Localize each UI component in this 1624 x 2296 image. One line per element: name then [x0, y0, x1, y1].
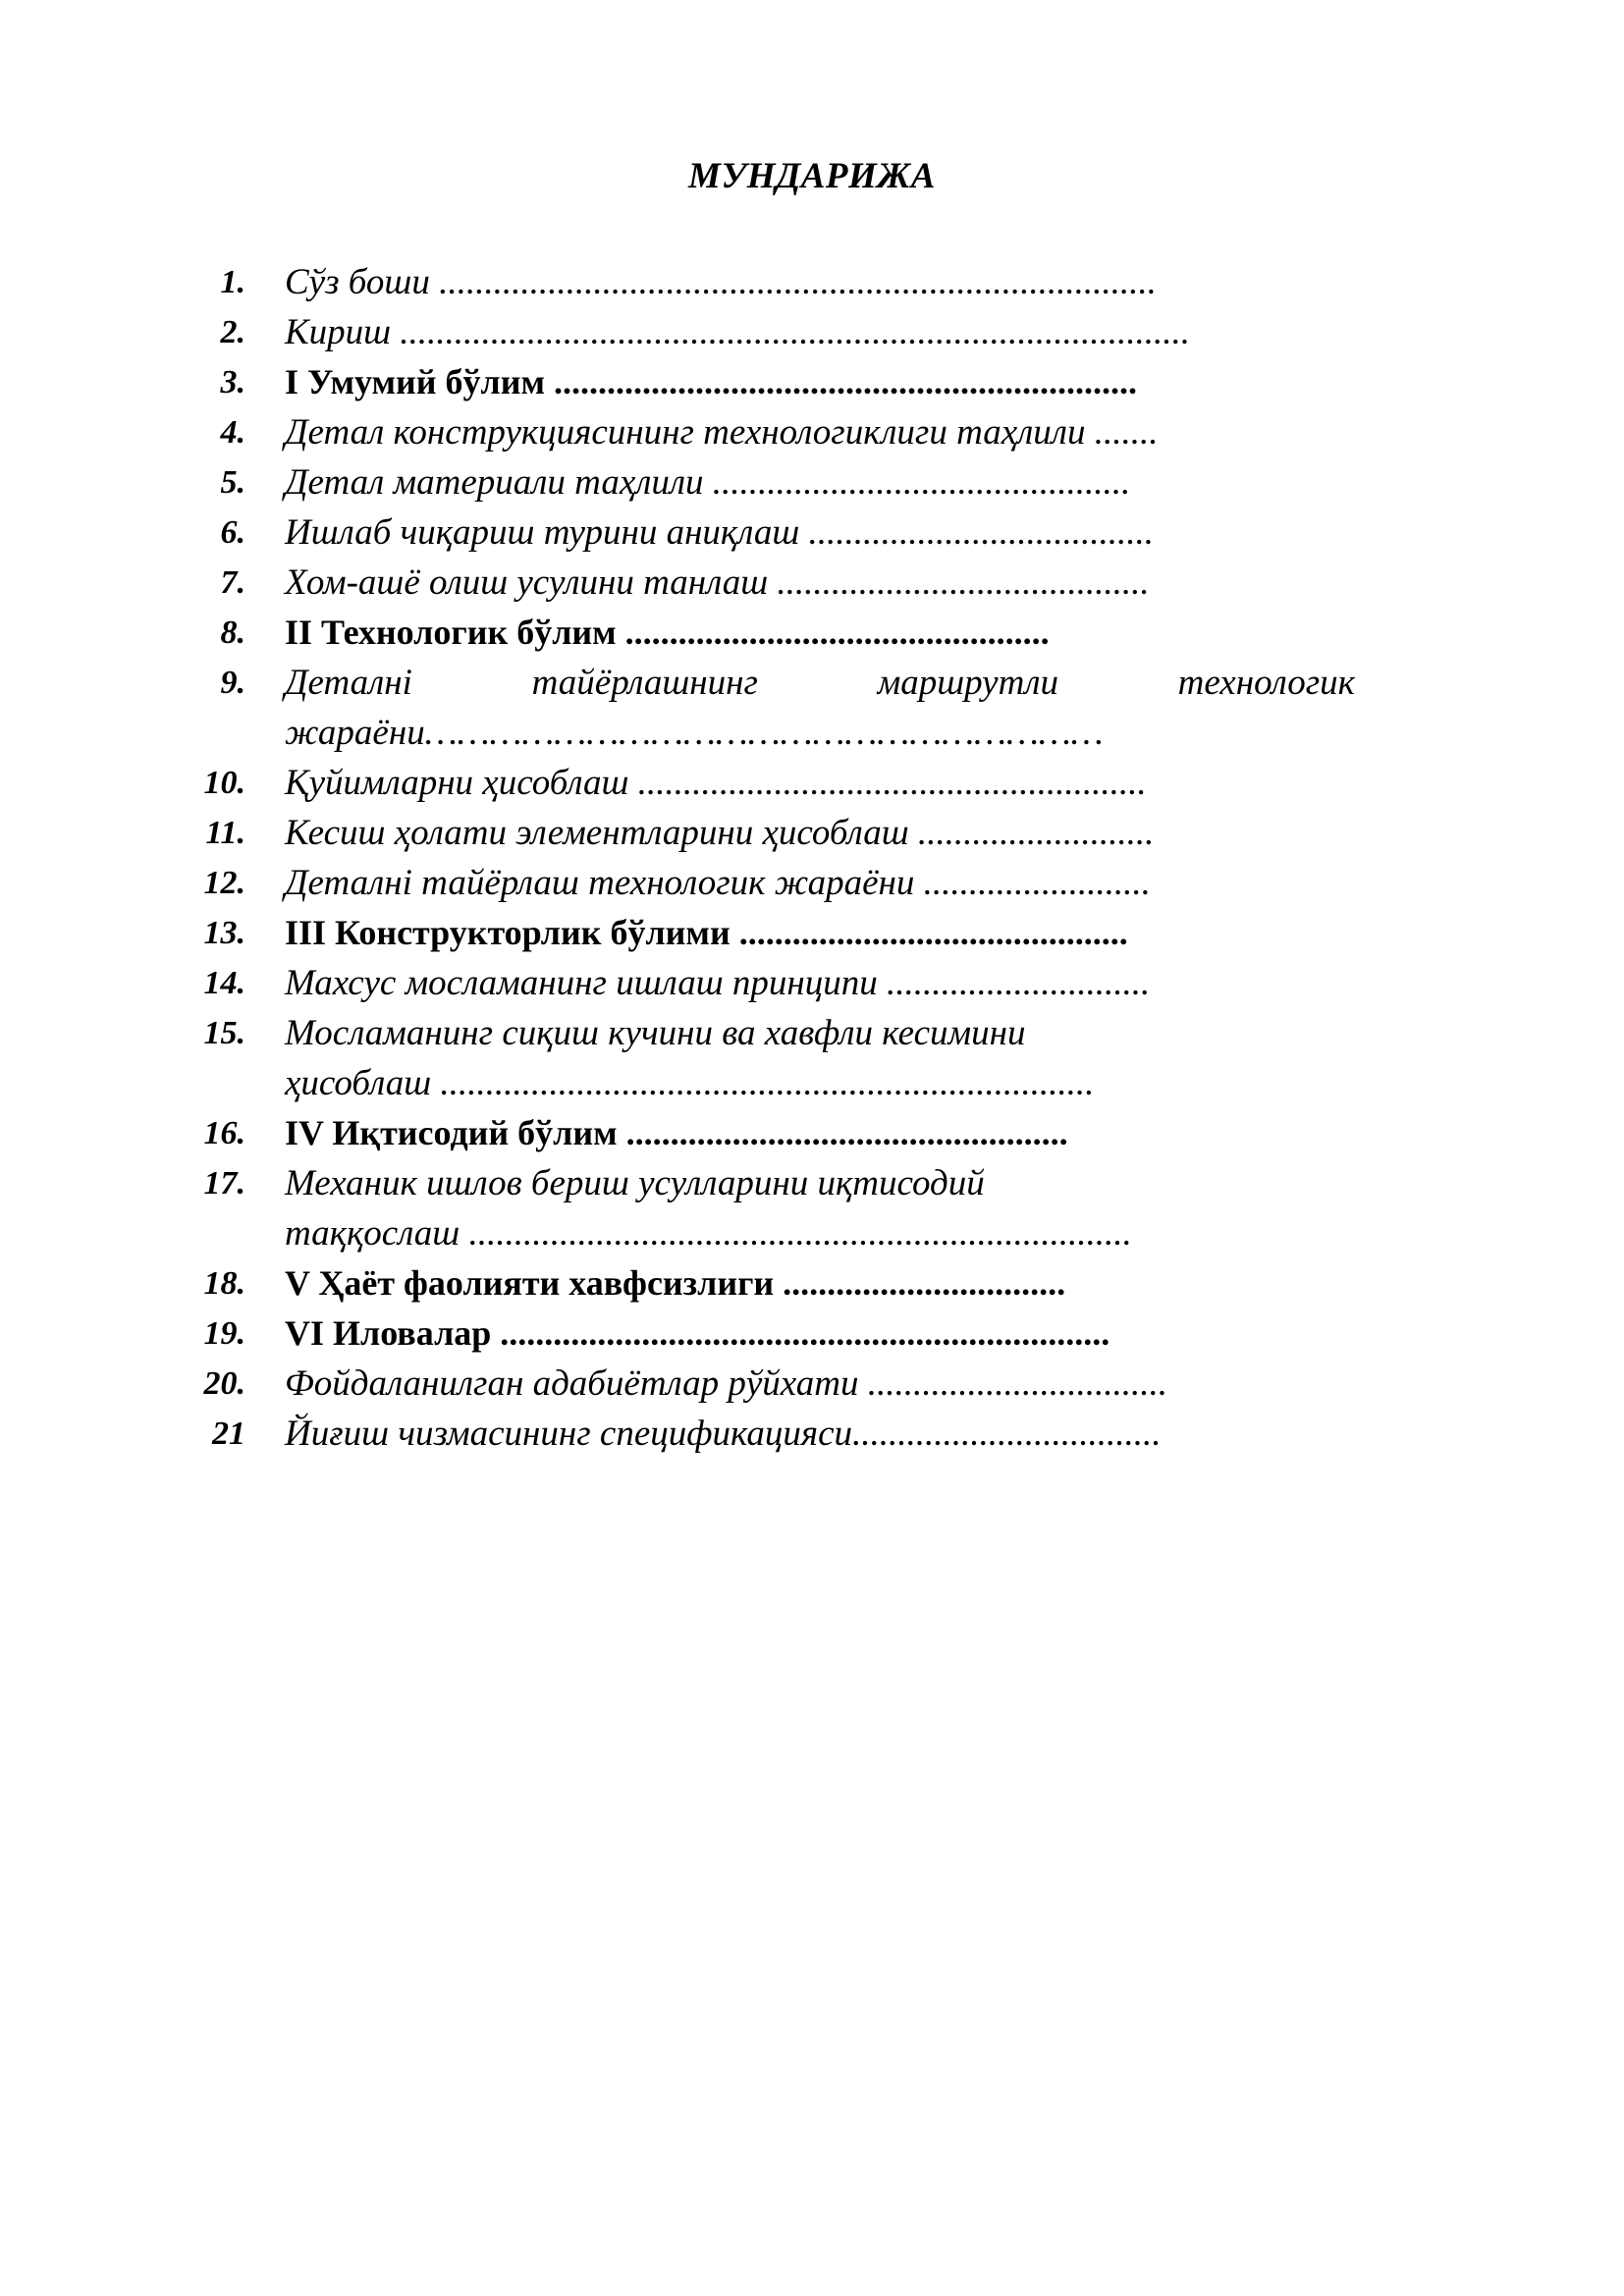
toc-item-number: 2.: [220, 314, 245, 350]
toc-item-text: Мосламанинг сиқиш кучини ва хавфли кесимини: [285, 1013, 1026, 1053]
toc-item-text: IV Иқтисодий бўлим ..................................................: [285, 1113, 1068, 1152]
toc-item: [187, 1409, 1365, 1459]
toc-item-number: 3.: [220, 364, 245, 400]
toc-item-number: 5.: [220, 464, 245, 501]
toc-item-text: Деталнi тайёрлаш технологик жараёни .........................: [285, 863, 1151, 903]
toc-item-number: 8.: [220, 614, 245, 651]
toc-word: тайёрлашнинг: [531, 663, 758, 703]
toc-item-number: 21: [212, 1415, 245, 1452]
toc-item-text: [285, 658, 1355, 708]
toc-item: [187, 407, 1365, 457]
page-title: МУНДАРИЖА: [688, 156, 936, 196]
toc-item-number: 1.: [220, 264, 245, 300]
toc-item: [187, 1008, 1365, 1108]
toc-section-item: [187, 357, 1365, 407]
toc-item-number: 20.: [203, 1365, 245, 1402]
toc-item-text: Кесиш ҳолати элементларини ҳисоблаш ..........................: [285, 813, 1155, 853]
toc-item-text: V Ҳаёт фаолияти хавфсизлиги ................................: [285, 1263, 1066, 1303]
toc-item-text: Йиғиш чизмасининг спецификацияси..................................: [285, 1414, 1162, 1454]
toc-item-text: Хом-ашё олиш усулини танлаш .........................................: [285, 562, 1150, 603]
toc-item: [187, 257, 1365, 307]
toc-item: [187, 558, 1365, 608]
toc-item-text: Детал конструкциясининг технологиклиги таҳлили .......: [285, 412, 1159, 453]
toc-item-number: 7.: [220, 564, 245, 601]
toc-item-text: Махсус мосламанинг ишлаш принципи .............................: [285, 963, 1151, 1003]
toc-section-item: [187, 608, 1365, 658]
table-of-contents: [187, 257, 1365, 1459]
toc-item-text: Механик ишлов бериш усулларини иқтисодий: [285, 1163, 985, 1203]
toc-item-number: 16.: [203, 1115, 245, 1151]
toc-word: технологик: [1177, 663, 1355, 703]
toc-item-text-continuation: ҳисоблаш ........................................................................: [285, 1063, 1095, 1103]
toc-word: маршрутли: [877, 663, 1058, 703]
toc-item-number: 9.: [220, 665, 245, 701]
toc-item-text: III Конструкторлик бўлими ............................................: [285, 913, 1128, 952]
toc-section-item: [187, 1258, 1365, 1308]
toc-section-item: [187, 908, 1365, 958]
toc-item: [187, 457, 1365, 507]
toc-item-number: 17.: [203, 1165, 245, 1201]
toc-item-text-continuation: таққослаш .........................................................................: [285, 1213, 1132, 1254]
toc-item-text: Кириш .......................................................................................: [285, 312, 1191, 352]
toc-item-text: Сўз боши ...............................................................................: [285, 262, 1157, 302]
toc-item: [187, 958, 1365, 1008]
toc-item: [187, 507, 1365, 558]
toc-item-text: II Технологик бўлим ................................................: [285, 613, 1050, 652]
toc-item-text: Ишлаб чиқариш турини аниқлаш ......................................: [285, 512, 1155, 553]
toc-item-text: Детал материали таҳлили ..............................................: [285, 462, 1131, 503]
toc-item-text: Қуйимларни ҳисоблаш ........................................................: [285, 763, 1147, 803]
toc-section-item: [187, 1308, 1365, 1359]
toc-item: [187, 808, 1365, 858]
toc-item-text: VI Иловалар .....................................................................: [285, 1313, 1110, 1353]
toc-item-number: 11.: [205, 815, 245, 851]
toc-item-number: 6.: [220, 514, 245, 551]
toc-item-number: 12.: [203, 865, 245, 901]
toc-item: [187, 1158, 1365, 1258]
toc-item-text: I Умумий бўлим ..................................................................: [285, 362, 1137, 401]
toc-item: [187, 1359, 1365, 1409]
toc-item-number: 15.: [203, 1015, 245, 1051]
toc-section-item: [187, 1108, 1365, 1158]
toc-item-number: 14.: [203, 965, 245, 1001]
toc-word: Деталнi: [285, 663, 412, 703]
toc-item-number: 18.: [203, 1265, 245, 1302]
toc-item: [187, 758, 1365, 808]
toc-item-text-continuation: жараёни………………………………………………………: [285, 713, 1104, 753]
toc-item-number: 10.: [203, 765, 245, 801]
toc-item-number: 19.: [203, 1315, 245, 1352]
toc-item: [187, 858, 1365, 908]
toc-item: [187, 307, 1365, 357]
toc-item: [187, 658, 1365, 758]
toc-item-number: 13.: [203, 915, 245, 951]
toc-item-number: 4.: [220, 414, 245, 451]
toc-item-text: Фойдаланилган адабиётлар рўйхати .................................: [285, 1363, 1167, 1404]
